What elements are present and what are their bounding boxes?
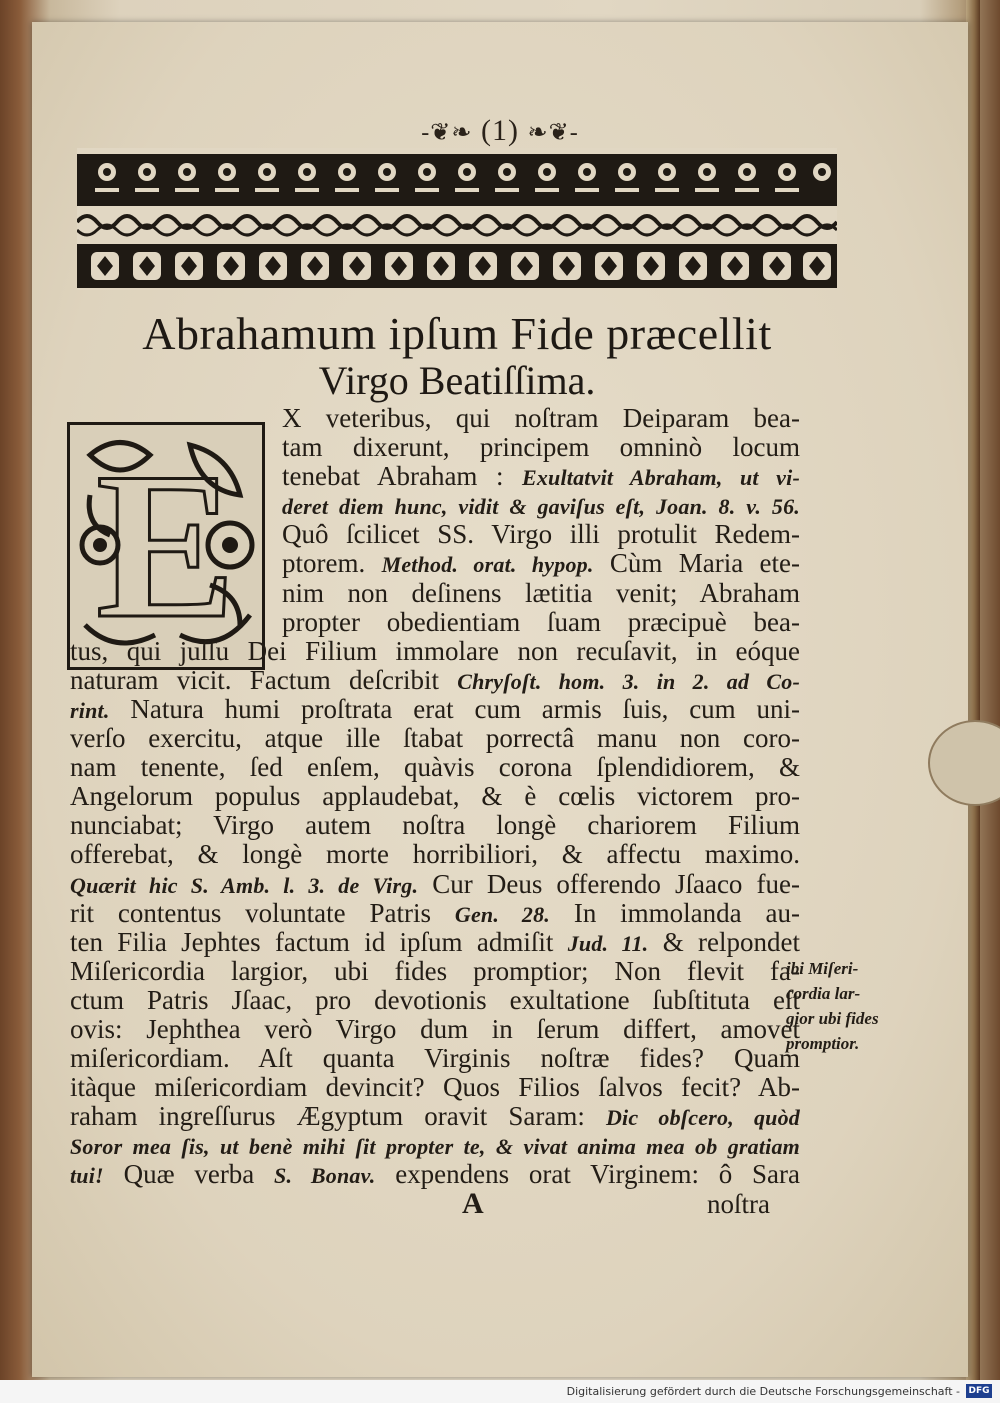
text-line: ten Filia Jephtes factum id ipſum admiſit Jud. 11. & relpondet bbox=[70, 926, 800, 957]
text-line: itàque miſericordiam devincit? Quos Filios ſalvos fecit? Ab- bbox=[70, 1072, 800, 1103]
text-line: X veteribus, qui noſtram Deiparam bea- bbox=[282, 403, 800, 433]
catchword: noſtra bbox=[707, 1189, 770, 1219]
footer-bar bbox=[0, 1380, 1000, 1403]
text-line: tus, qui juſſu Dei Filium immolare non recuſavit, in eóque bbox=[70, 635, 800, 666]
initial-letter: E bbox=[95, 430, 237, 662]
text-line: verſo exercitu, atque ille ſtabat porrectâ manu non coro- bbox=[70, 723, 800, 754]
text-line: miſericordiam. Aſt quanta Virginis noſtræ fides? Quam bbox=[70, 1043, 800, 1074]
ornament-band-icon bbox=[77, 148, 837, 290]
text-line: tenebat Abraham : Exultatvit Abraham, ut vi- bbox=[282, 461, 800, 492]
page-edge bbox=[966, 0, 980, 1382]
text-line: propter obedientiam ſuam præcipuè bea- bbox=[282, 606, 800, 637]
text-line: rint. Natura humi proſtrata erat cum armis ſuis, cum uni- bbox=[70, 693, 800, 724]
margin-note-line: cordia lar- bbox=[786, 984, 861, 1003]
chapter-title-line2: Virgo Beatiſſima. bbox=[318, 358, 596, 403]
book-page bbox=[32, 22, 968, 1377]
text-line: offerebat, & longè morte horribiliori, & affectu maximo. bbox=[70, 839, 800, 870]
dfg-logo-icon: DFG bbox=[966, 1384, 992, 1398]
text-line: naturam vicit. Factum deſcribit Chryſoſt. hom. 3. in 2. ad Co- bbox=[70, 664, 800, 695]
text-line: ptorem. Method. orat. hypop. Cùm Maria ete- bbox=[282, 548, 800, 579]
margin-note bbox=[786, 956, 896, 1056]
margin-note-line: ibi Miſeri- bbox=[786, 959, 859, 978]
body-text bbox=[70, 404, 800, 1190]
text-line: Quærit hic S. Amb. l. 3. de Virg. Cur Deus offerendo Jſaaco fue- bbox=[70, 868, 800, 899]
text-line: tam dixerunt, principem omninò locum bbox=[282, 432, 800, 463]
signature-mark: A bbox=[462, 1187, 484, 1220]
text-line: Angelorum populus applaudebat, & è cœlis victorem pro- bbox=[70, 781, 800, 812]
text-line: ovis: Jephthea verò Virgo dum in ſerum differt, amovet bbox=[70, 1013, 800, 1044]
text-line: Quô ſcilicet SS. Virgo illi protulit Redem- bbox=[282, 519, 800, 550]
text-line: raham ingreſſurus Ægyptum oravit Saram: Dic obſcero, quòd bbox=[70, 1101, 800, 1132]
funding-note: Digitalisierung gefördert durch die Deutsche Forschungsgemeinschaft - bbox=[566, 1385, 960, 1398]
margin-note-line: gior ubi fides bbox=[786, 1009, 879, 1028]
chapter-title-line1: Abrahamum ipſum Fide præcellit bbox=[142, 308, 772, 359]
margin-note-line: promptior. bbox=[786, 1034, 860, 1053]
text-line: rit contentus voluntate Patris Gen. 28. In immolanda au- bbox=[70, 897, 800, 928]
text-line: nim non deſinens lætitia venit; Abraham bbox=[282, 577, 800, 608]
text-line: Soror mea ſis, ut benè mihi ſit propter te, & vivat anima mea ob gratiam bbox=[70, 1134, 800, 1160]
text-line: Miſericordia largior, ubi fides promptior; Non flevit fa- bbox=[70, 955, 800, 986]
header-ornament-left: -❦❧ bbox=[421, 120, 473, 146]
page-number: (1) bbox=[481, 114, 519, 147]
text-line: nunciabat; Virgo autem noſtra longè chariorem Filium bbox=[70, 810, 800, 841]
text-line: ctum Patris Jſaac, pro devotionis exultatione ſubſtituta eſt bbox=[70, 984, 800, 1015]
header-ornament-right: ❧❦- bbox=[527, 120, 579, 146]
text-line: nam tenente, ſed enſem, quàvis corona ſplendidiorem, & bbox=[70, 752, 800, 783]
page-header bbox=[32, 114, 968, 148]
text-line: deret diem hunc, vidit & gaviſus eſt, Joan. 8. v. 56. bbox=[282, 494, 800, 520]
text-line: tui! Quæ verba S. Bonav. expendens orat Virginem: ô Sara bbox=[70, 1159, 800, 1190]
